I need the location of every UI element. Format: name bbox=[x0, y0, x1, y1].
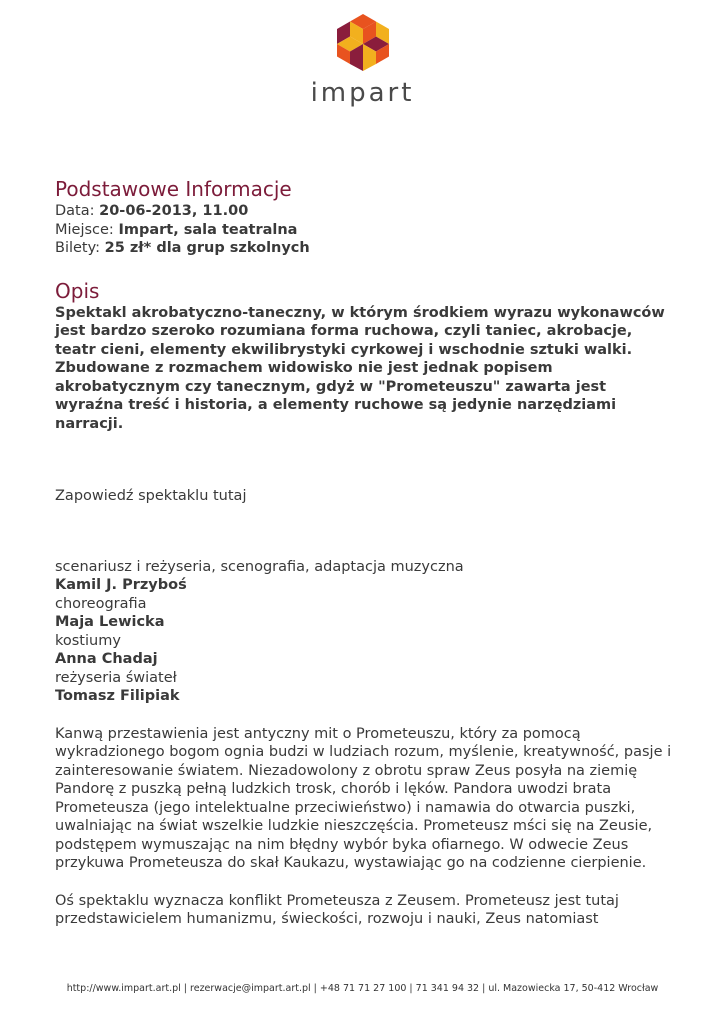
description-heading: Opis bbox=[55, 278, 100, 303]
impart-logo-mark bbox=[336, 14, 390, 72]
tickets-label: Bilety: bbox=[55, 240, 105, 256]
description-section bbox=[55, 278, 675, 434]
venue-value: Impart, sala teatralna bbox=[118, 221, 298, 238]
credit-role: reżyseria świateł bbox=[55, 669, 177, 686]
basic-info-heading: Podstawowe Informacje bbox=[55, 177, 292, 201]
tickets-value: 25 zł* dla grup szkolnych bbox=[104, 240, 310, 256]
credit-role: scenariusz i reżyseria, scenografia, adaptacja muzyczna bbox=[55, 558, 464, 575]
impart-logo bbox=[0, 14, 725, 108]
venue-row bbox=[55, 221, 675, 240]
date-value: 20-06-2013, 11.00 bbox=[99, 203, 249, 219]
credit-role: kostiumy bbox=[55, 632, 121, 649]
announcement-link[interactable]: Zapowiedź spektaklu tutaj bbox=[55, 488, 247, 504]
credit-name: Maja Lewicka bbox=[55, 614, 165, 630]
story-paragraph: Oś spektaklu wyznacza konflikt Prometeusza z Zeusem. Prometeusz jest tutaj przedstawicielem humanizmu, świeckości, rozwoju i nauki, Zeus natomiast bbox=[55, 892, 619, 927]
credits-list bbox=[55, 558, 675, 706]
credit-name: Tomasz Filipiak bbox=[55, 688, 180, 704]
contact-footer: http://www.impart.art.pl | rezerwacje@impart.art.pl | +48 71 71 27 100 | 71 341 94 32 | ul. Mazowiecka 17, 50-412 Wrocław bbox=[66, 983, 659, 994]
date-label: Data: bbox=[55, 203, 100, 219]
logo-wordmark: impart bbox=[310, 78, 415, 108]
tickets-row bbox=[55, 239, 675, 258]
basic-info-section bbox=[55, 176, 675, 258]
date-row bbox=[55, 202, 675, 221]
story-paragraph: Kanwą przestawienia jest antyczny mit o Prometeuszu, który za pomocą wykradzionego bogom ognia budzi w ludziach rozum, myślenie, kreatywność, pasje i zainteresowanie światem. Niezadowolony z obrotu spraw Zeus posyła na ziemię Pandorę z puszką pełną ludzkich trosk, chorób i lęków. Pandora uwodzi brata Prometeusza (jego intelektualne przeciwieństwo) i namawia do otwarcia puszki, uwalniając na świat wszelkie ludzkie nieszczęścia. Prometeusz mści się na Zeusie, podstępem wymuszając na nim błędny wybór byka ofiarnego. W odwecie Zeus przykuwa Prometeusza do skał Kaukazu, wystawiając go na codzienne cierpienie. bbox=[55, 725, 672, 871]
description-text: Spektakl akrobatyczno-taneczny, w którym środkiem wyrazu wykonawców jest bardzo szeroko rozumiana forma ruchowa, czyli taniec, akrobacje, teatr cieni, elementy ekwilibrystyki cyrkowej i wschodnie sztuki walki. Zbudowane z rozmachem widowisko nie jest jednak popisem akrobatycznym czy tanecznym, gdyż w "Prometeuszu" zawarta jest wyraźna treść i historia, a elementy ruchowe są jedynie narzędziami narracji. bbox=[55, 304, 665, 432]
credit-name: Anna Chadaj bbox=[55, 651, 158, 667]
credit-name: Kamil J. Przyboś bbox=[55, 577, 187, 593]
credit-role: choreografia bbox=[55, 595, 147, 612]
venue-label: Miejsce: bbox=[55, 221, 119, 238]
event-content bbox=[55, 176, 675, 929]
